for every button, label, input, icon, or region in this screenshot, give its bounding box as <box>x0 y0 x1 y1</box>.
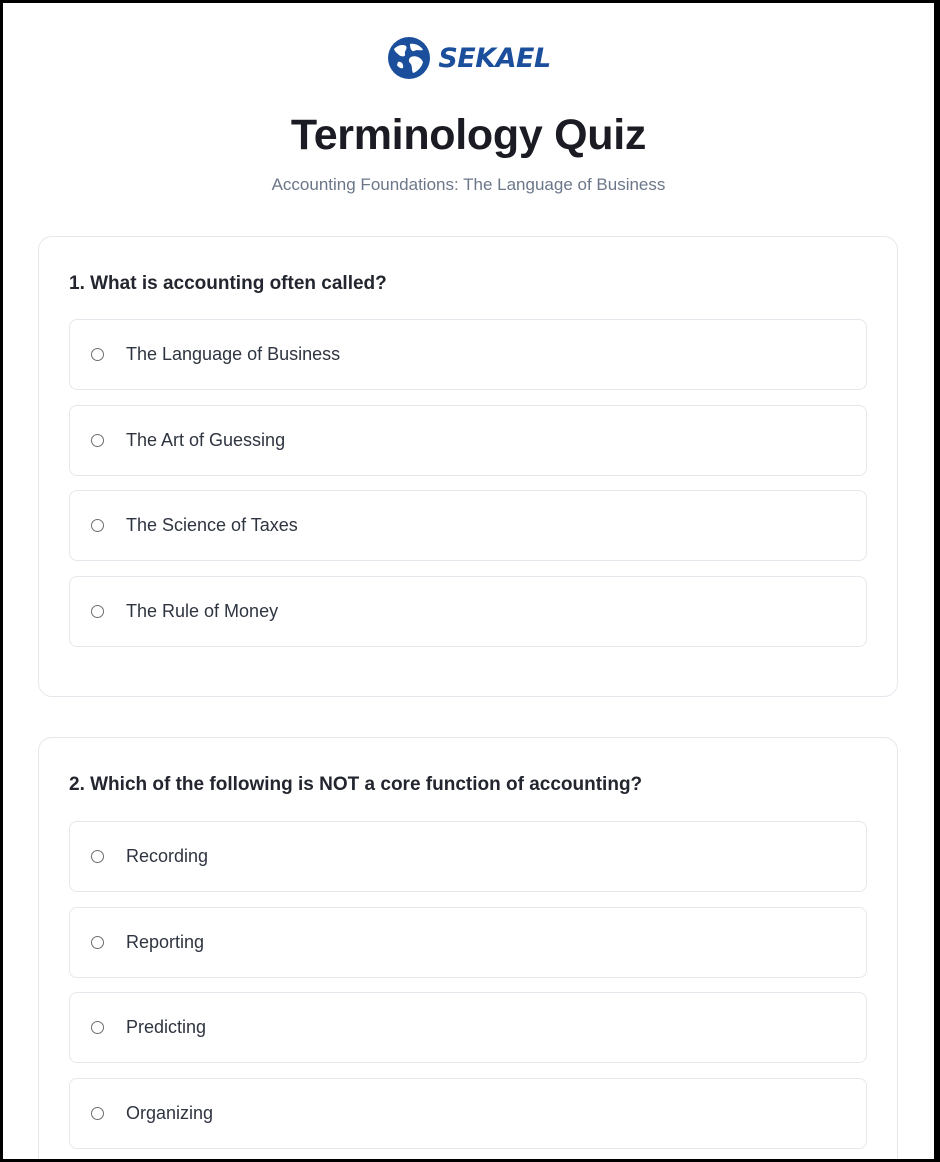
radio-button[interactable] <box>91 348 104 361</box>
answer-option-label: Predicting <box>126 1017 207 1037</box>
radio-button[interactable] <box>91 605 104 618</box>
radio-button[interactable] <box>91 434 104 447</box>
quiz-page <box>3 3 934 1159</box>
answer-option-label: The Rule of Money <box>126 601 279 621</box>
question-text: 1. What is accounting often called? <box>69 273 387 294</box>
answer-option-label: Reporting <box>126 932 205 952</box>
radio-button[interactable] <box>91 519 104 532</box>
radio-button[interactable] <box>91 1107 104 1120</box>
question-card-2 <box>38 737 898 1159</box>
answer-option[interactable] <box>69 405 867 476</box>
answer-option[interactable] <box>69 319 867 390</box>
globe-icon <box>386 35 432 81</box>
answer-option[interactable] <box>69 576 867 647</box>
question-text: 2. Which of the following is NOT a core function of accounting? <box>69 774 643 795</box>
page-subtitle: Accounting Foundations: The Language of Business <box>271 175 666 194</box>
radio-button[interactable] <box>91 850 104 863</box>
answer-option-label: The Science of Taxes <box>126 515 298 535</box>
brand-logo <box>3 35 934 81</box>
answer-option-label: The Language of Business <box>126 344 341 364</box>
answer-option[interactable] <box>69 992 867 1063</box>
brand-name: SEKAEL <box>438 42 551 74</box>
answer-option[interactable] <box>69 1078 867 1149</box>
question-card-1 <box>38 236 898 697</box>
answer-option-label: Recording <box>126 846 209 866</box>
radio-button[interactable] <box>91 936 104 949</box>
answer-option[interactable] <box>69 490 867 561</box>
page-title: Terminology Quiz <box>290 111 647 159</box>
answer-option[interactable] <box>69 821 867 892</box>
answer-option[interactable] <box>69 907 867 978</box>
radio-button[interactable] <box>91 1021 104 1034</box>
answer-option-label: The Art of Guessing <box>126 430 286 450</box>
answer-option-label: Organizing <box>126 1103 214 1123</box>
